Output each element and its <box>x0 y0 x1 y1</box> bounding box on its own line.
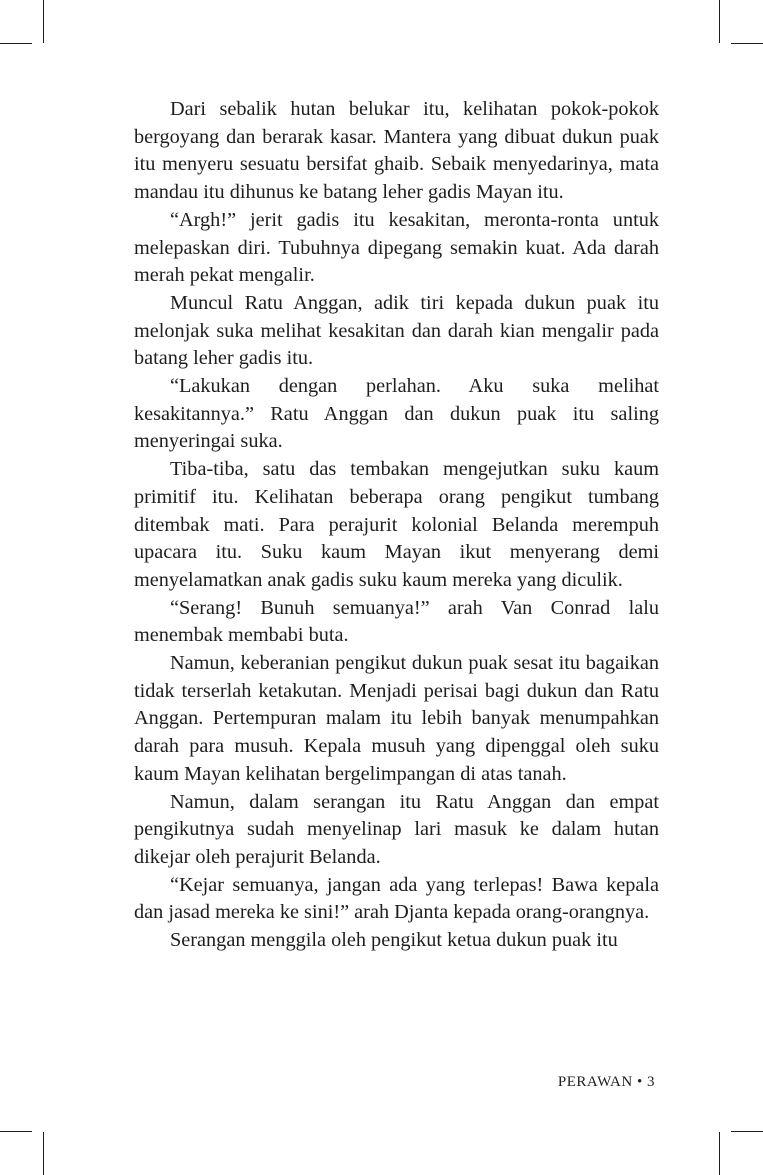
body-text <box>134 96 659 955</box>
paragraph: Dari sebalik hutan belukar itu, kelihatan pokok-pokok bergoyang dan berarak kasar. Mantera yang dibuat dukun puak itu menyeru sesuatu bersifat ghaib. Sebaik menyedarinya, mata mandau itu dihunus ke batang leher gadis Mayan itu. <box>134 98 659 204</box>
crop-mark-bottom-right-horizontal <box>731 1131 763 1132</box>
paragraph: “Kejar semuanya, jangan ada yang terlepas! Bawa kepala dan jasad mereka ke sini!” arah Djanta kepada orang-orangnya. <box>134 873 659 924</box>
crop-mark-top-right-horizontal <box>731 43 763 44</box>
crop-mark-top-left-vertical <box>43 0 44 43</box>
paragraph: Muncul Ratu Anggan, adik tiri kepada dukun puak itu melonjak suka melihat kesakitan dan darah kian mengalir pada batang leher gadis itu. <box>134 291 659 370</box>
crop-mark-bottom-right-vertical <box>719 1132 720 1175</box>
crop-mark-bottom-left-horizontal <box>0 1131 32 1132</box>
paragraph: Serangan menggila oleh pengikut ketua dukun puak itu <box>170 929 618 952</box>
paragraph: “Lakukan dengan perlahan. Aku suka melihat kesakitannya.” Ratu Anggan dan dukun puak itu saling menyeringai suka. <box>134 375 659 453</box>
paragraph: “Argh!” jerit gadis itu kesakitan, meronta-ronta untuk melepaskan diri. Tubuhnya dipegang semakin kuat. Ada darah merah pekat mengalir. <box>134 208 659 287</box>
footer-separator: • <box>636 1074 643 1090</box>
crop-mark-top-left-horizontal <box>0 43 32 44</box>
crop-mark-bottom-left-vertical <box>43 1132 44 1175</box>
running-title: PERAWAN <box>557 1074 633 1090</box>
page-footer <box>558 1074 655 1091</box>
paragraph: Tiba-tiba, satu das tembakan mengejutkan suku kaum primitif itu. Kelihatan beberapa orang pengikut tumbang ditembak mati. Para perajurit kolonial Belanda merempuh upacara itu. Suku kaum Mayan ikut menyerang demi menyelamatkan anak gadis suku kaum mereka yang diculik. <box>134 458 659 591</box>
paragraph: Namun, dalam serangan itu Ratu Anggan dan empat pengikutnya sudah menyelinap lari masuk ke dalam hutan dikejar oleh perajurit Belanda. <box>134 790 659 868</box>
paragraph: “Serang! Bunuh semuanya!” arah Van Conrad lalu menembak membabi buta. <box>134 596 659 647</box>
crop-mark-top-right-vertical <box>719 0 720 43</box>
paragraph: Namun, keberanian pengikut dukun puak sesat itu bagaikan tidak terserlah ketakutan. Menjadi perisai bagi dukun dan Ratu Anggan. Pertempuran malam itu lebih banyak menumpahkan darah para musuh. Kepala musuh yang dipenggal oleh suku kaum Mayan kelihatan bergelimpangan di atas tanah. <box>134 652 659 785</box>
page-number: 3 <box>647 1074 655 1090</box>
